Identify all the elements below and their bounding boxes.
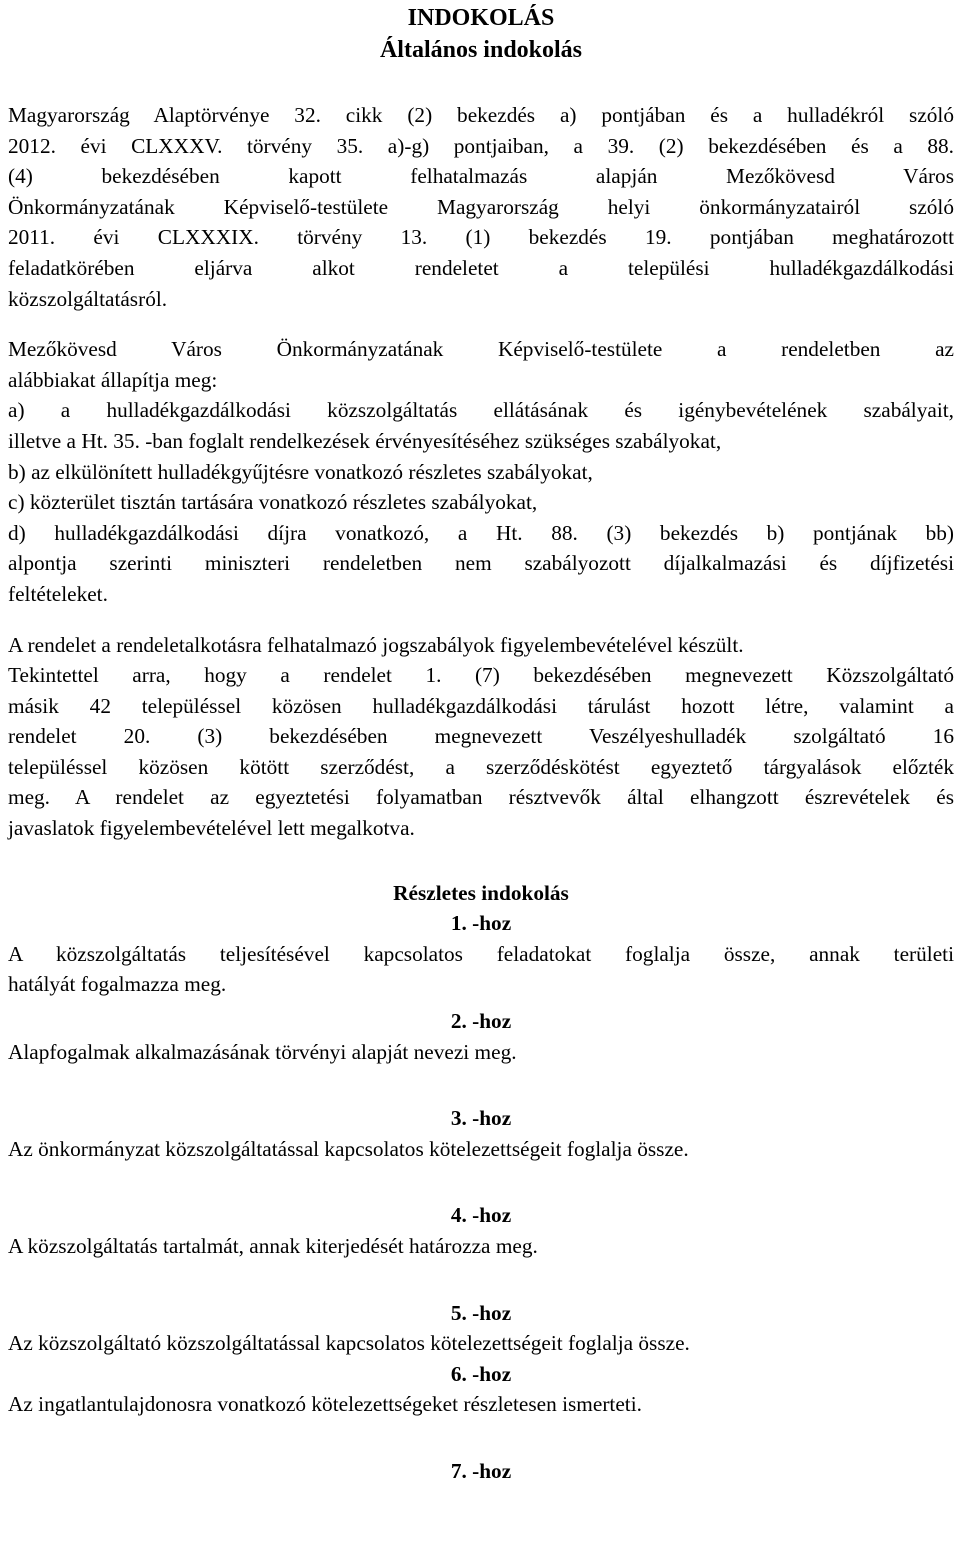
document-title: INDOKOLÁS (407, 5, 555, 31)
text-line: hatályát fogalmazza meg. (8, 972, 227, 997)
text-line: A közszolgáltatás teljesítésével kapcsolatos feladatokat foglalja össze, annak területi (8, 941, 954, 966)
section-heading: 6. -hoz (450, 1361, 512, 1386)
text-line: másik 42 településsel közösen hulladékgazdálkodási tárulást hozott létre, valamint a (8, 693, 954, 718)
general-paragraph-3 (8, 630, 954, 844)
general-paragraph-2 (8, 334, 954, 609)
section-heading: 7. -hoz (450, 1458, 512, 1483)
text-line: illetve a Ht. 35. -ban foglalt rendelkezések érvényesítéséhez szükséges szabályokat, (8, 428, 722, 453)
text-line: (4) bekezdésében kapott felhatalmazás alapján Mezőkövesd Város (8, 164, 954, 189)
section-6 (8, 1359, 954, 1420)
text-line: A közszolgáltatás tartalmát, annak kiterjedését határozza meg. (8, 1234, 538, 1258)
list-item-a: a) a hulladékgazdálkodási közszolgáltatás ellátásának és igénybevételének szabályait, (8, 398, 954, 423)
text-line: meg. A rendelet az egyeztetési folyamatban résztvevők által elhangzott észrevételek és (8, 785, 954, 810)
detailed-heading: Részletes indokolás (393, 880, 569, 905)
section-1 (8, 908, 954, 1000)
text-line: Az ingatlantulajdonosra vonatkozó kötelezettségeket részletesen ismerteti. (8, 1392, 642, 1417)
section-heading: 1. -hoz (450, 911, 512, 936)
document-subtitle: Általános indokolás (379, 37, 583, 63)
text-line: településsel közösen kötött szerződést, a szerződéskötést egyeztető tárgyalások előzték (8, 754, 954, 779)
list-item-d: d) hulladékgazdálkodási díjra vonatkozó, a Ht. 88. (3) bekezdés b) pontjának bb) (8, 520, 954, 545)
text-line: Az közszolgáltató közszolgáltatással kapcsolatos kötelezettségeit foglalja össze. (8, 1331, 690, 1356)
text-line: feltételeket. (8, 581, 108, 606)
section-3 (8, 1103, 954, 1164)
text-line: rendelet 20. (3) bekezdésében megnevezett Veszélyeshulladék szolgáltató 16 (8, 724, 954, 749)
section-7 (8, 1456, 954, 1487)
text-line: alpontja szerinti miniszteri rendeletben nem szabályozott díjalkalmazási és díjfizetési (8, 551, 954, 576)
text-line: Az önkormányzat közszolgáltatással kapcsolatos kötelezettségeit foglalja össze. (8, 1136, 689, 1161)
document-page (8, 0, 954, 1487)
list-item-b: b) az elkülönített hulladékgyűjtésre vonatkozó részletes szabályokat, (8, 459, 593, 484)
general-paragraph-1 (8, 100, 954, 314)
section-heading: 4. -hoz (450, 1203, 512, 1228)
section-5 (8, 1298, 954, 1359)
section-heading: 5. -hoz (450, 1300, 512, 1325)
text-line: közszolgáltatásról. (8, 286, 168, 311)
text-line: 2012. évi CLXXXV. törvény 35. a)-g) pontjaiban, a 39. (2) bekezdésében és a 88. (8, 133, 954, 158)
text-line: 2011. évi CLXXXIX. törvény 13. (1) bekezdés 19. pontjában meghatározott (8, 225, 954, 250)
list-item-c: c) közterület tisztán tartására vonatkozó részletes szabályokat, (8, 490, 538, 515)
text-line: Alapfogalmak alkalmazásának törvényi alapját nevezi meg. (8, 1039, 517, 1064)
text-line: Önkormányzatának Képviselő-testülete Magyarország helyi önkormányzatairól szóló (8, 194, 954, 219)
section-4 (8, 1200, 954, 1261)
text-line: alábbiakat állapítja meg: (8, 367, 218, 392)
section-heading: 2. -hoz (450, 1009, 512, 1034)
text-line: Mezőkövesd Város Önkormányzatának Képviselő-testülete a rendeletben az (8, 337, 954, 362)
text-line: Tekintettel arra, hogy a rendelet 1. (7) bekezdésében megnevezett Közszolgáltató (8, 663, 954, 688)
text-line: javaslatok figyelembevételével lett megalkotva. (8, 816, 415, 841)
text-line: A rendelet a rendeletalkotásra felhatalmazó jogszabályok figyelembevételével készült. (8, 632, 744, 657)
section-2 (8, 1006, 954, 1067)
section-heading: 3. -hoz (450, 1106, 512, 1131)
text-line: Magyarország Alaptörvénye 32. cikk (2) bekezdés a) pontjában és a hulladékról szóló (8, 103, 954, 127)
text-line: feladatkörében eljárva alkot rendeletet a települési hulladékgazdálkodási (8, 255, 954, 280)
